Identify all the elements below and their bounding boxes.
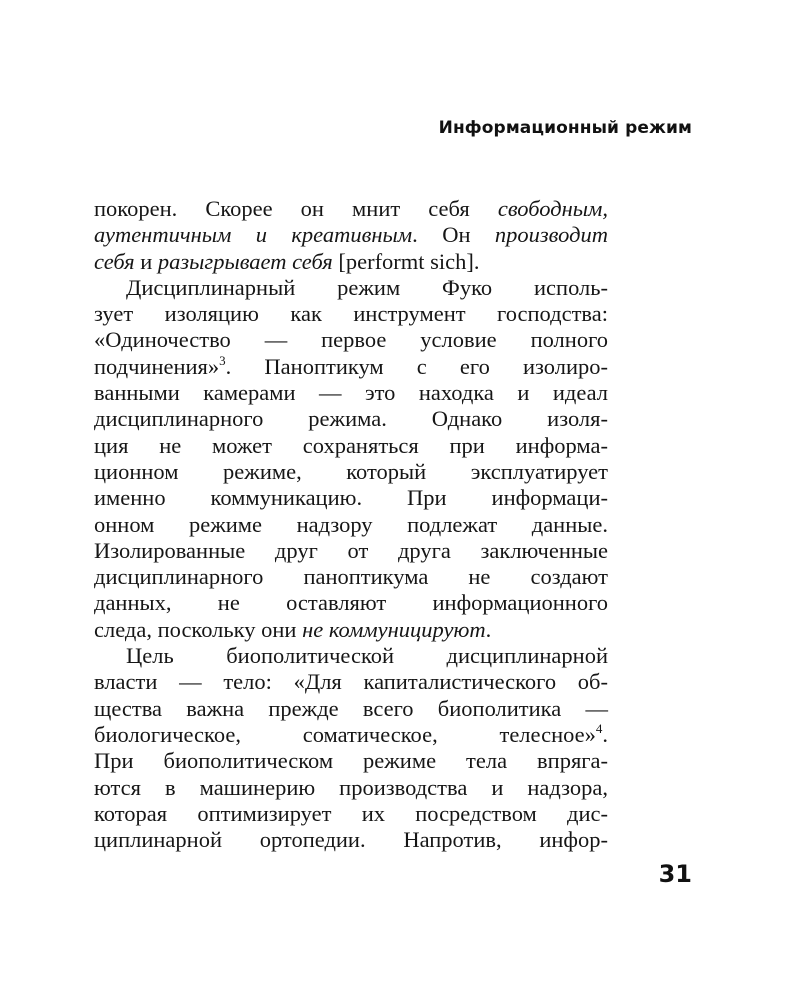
text-segment: циплинарной ортопедии. Напротив, инфор-: [94, 827, 608, 853]
text-segment: следа, поскольку они: [94, 616, 303, 642]
text-line: [94, 485, 608, 511]
text-segment: ванными камерами — это находка и идеал: [94, 380, 608, 406]
text-segment: .: [485, 616, 492, 642]
text-segment: данных, не оставляют информационного: [94, 590, 608, 616]
footnote-marker: 4: [595, 720, 603, 736]
text-segment: ются в машинерию производства и надзора,: [94, 774, 608, 800]
text-line: [94, 617, 608, 643]
text-line: [94, 380, 608, 406]
text-line: [94, 564, 608, 590]
text-line: [94, 275, 608, 301]
text-segment: подчинения»: [94, 353, 220, 379]
text-line: [94, 643, 608, 669]
running-title: Информационный режим: [438, 118, 692, 138]
text-line: [94, 222, 608, 248]
text-segment: онном режиме надзору подлежат данные.: [94, 511, 608, 537]
emphasis-text: аутентичным и креативным: [94, 222, 413, 248]
text-segment: щества важна прежде всего биополитика —: [94, 695, 608, 721]
text-line: [94, 748, 608, 774]
text-line: [94, 669, 608, 695]
text-segment: Цель биополитической дисциплинарной: [126, 643, 608, 669]
text-segment: Дисциплинарный режим Фуко исполь-: [126, 274, 608, 300]
emphasis-text: свободным,: [497, 196, 608, 221]
text-segment: власти — тело: «Для капиталистического об-: [94, 669, 608, 695]
text-line: [94, 301, 608, 327]
text-line: [94, 196, 608, 222]
emphasis-text: себя: [94, 248, 135, 274]
emphasis-text: не коммуницируют: [302, 616, 486, 642]
page-number: 31: [658, 860, 692, 888]
text-segment: .: [602, 721, 608, 747]
text-segment: При биополитическом режиме тела впряга-: [94, 748, 608, 774]
text-segment: . Паноптикум с его изолиро-: [225, 353, 608, 379]
text-segment: именно коммуникацию. При информаци-: [94, 485, 608, 511]
text-segment: ция не может сохраняться при информа-: [94, 432, 608, 458]
text-segment: дисциплинарного паноптикума не создают: [94, 564, 608, 590]
text-line: [94, 433, 608, 459]
text-line: [94, 459, 608, 485]
text-segment: которая оптимизирует их посредством дис-: [94, 800, 608, 826]
text-segment: биологическое, соматическое, телесное»: [94, 721, 596, 747]
text-segment: [performt sich].: [332, 248, 480, 274]
text-line: [94, 249, 608, 275]
text-segment: ционном режиме, который эксплуатирует: [94, 458, 608, 484]
text-line: [94, 590, 608, 616]
text-segment: и: [134, 248, 158, 274]
text-line: [94, 327, 608, 353]
text-line: [94, 406, 608, 432]
emphasis-text: производит: [494, 222, 608, 248]
text-line: [94, 775, 608, 801]
footnote-marker: 3: [219, 352, 226, 368]
text-line: [94, 801, 608, 827]
text-segment: зует изоляцию как инструмент господства:: [94, 301, 608, 327]
text-line: [94, 354, 608, 380]
body-text: [94, 196, 608, 853]
text-line: [94, 827, 608, 853]
text-segment: «Одиночество — первое условие полного: [94, 327, 608, 353]
emphasis-text: разыгрывает себя: [157, 248, 333, 274]
text-segment: покорен. Скорее он мнит себя: [94, 196, 498, 221]
text-line: [94, 696, 608, 722]
text-line: [94, 722, 608, 748]
text-segment: дисциплинарного режима. Однако изоля-: [94, 406, 608, 432]
text-segment: Изолированные друг от друга заключенные: [94, 537, 608, 563]
text-segment: . Он: [412, 222, 495, 248]
text-line: [94, 538, 608, 564]
text-line: [94, 512, 608, 538]
